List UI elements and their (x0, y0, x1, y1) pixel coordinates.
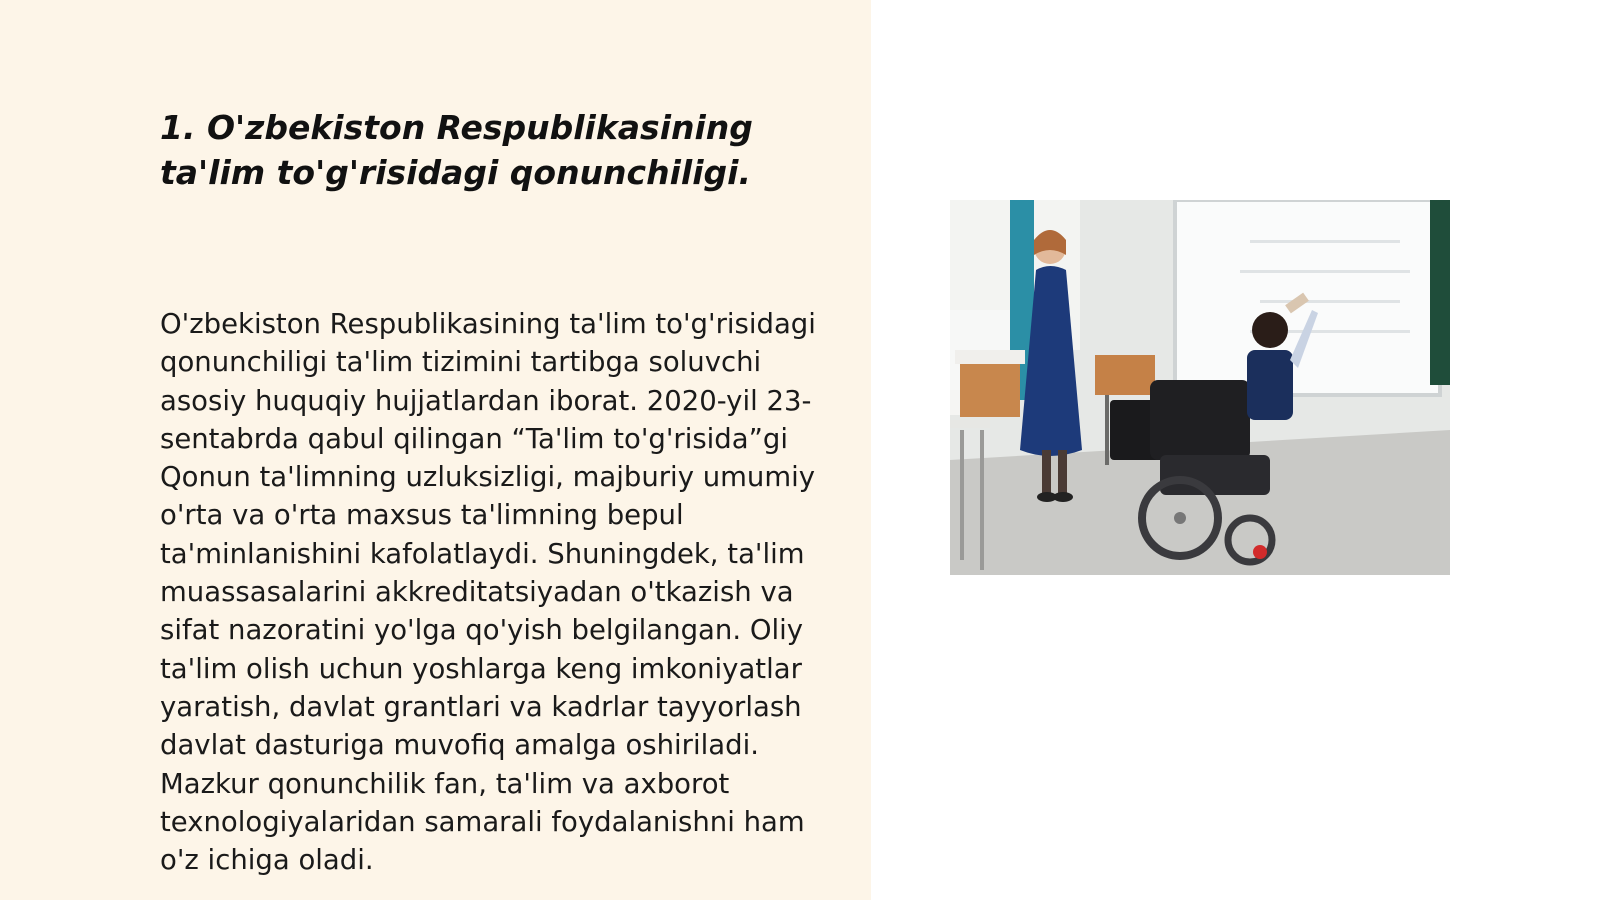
classroom-photo (950, 200, 1450, 575)
slide-body-text: O'zbekiston Respublikasining ta'lim to'g'risidagi qonunchiligi ta'lim tizimini tartibga soluvchi asosiy huquqiy hujjatlardan iborat. 2020-yil 23-sentabrda qabul qilingan “Ta'lim to'g'risida”gi Qonun ta'limning uzluksizligi, majburiy umumiy o'rta va o'rta maxsus ta'limning bepul ta'minlanishini kafolatlaydi. Shuningdek, ta'lim muassasalarini akkreditatsiyadan o'tkazish va sifat nazoratini yo'lga qo'yish belgilangan. Oliy ta'lim olish uchun yoshlarga keng imkoniyatlar yaratish, davlat grantlari va kadrlar tayyorlash davlat dasturiga muvofiq amalga oshiriladi. Mazkur qonunchilik fan, ta'lim va axborot texnologiyalaridan samarali foydalanishni ham o'z ichiga oladi. (160, 308, 816, 877)
slide-title: 1. O'zbekiston Respublikasining ta'lim to'g'risidagi qonunchiligi. (160, 108, 753, 192)
